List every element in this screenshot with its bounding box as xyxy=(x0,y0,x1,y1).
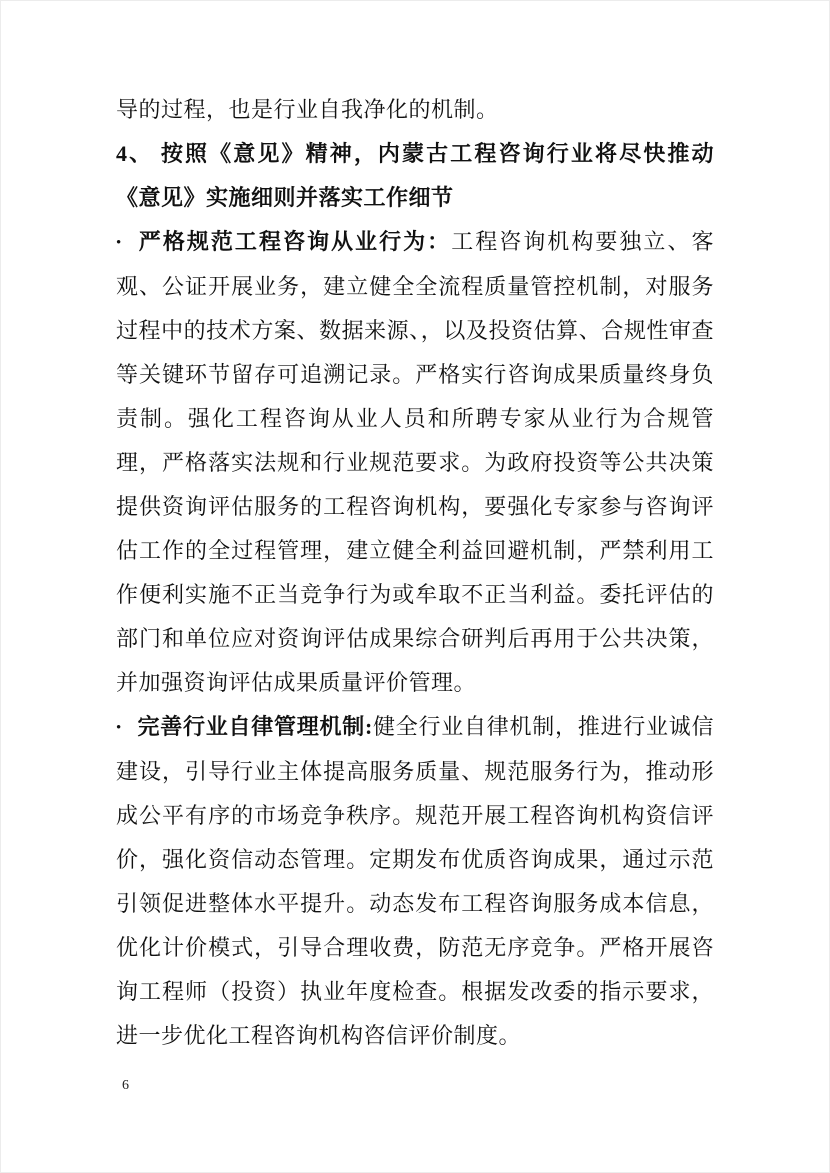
bullet-marker: • xyxy=(116,235,122,251)
bullet-marker: • xyxy=(116,720,122,736)
page-number: 6 xyxy=(122,1078,129,1093)
bullet-text: 工程咨询机构要独立、客观、公证开展业务，建立健全全流程质量管控机制，对服务过程中的技术方案、数据来源、，以及投资估算、合规性审查等关键环节留存可追溯记录。严格实行咨询成果质量终身负责制。强化工程咨询从业人员和所聘专家从业行为合规管理，严格落实法规和行业规范要求。为政府投资等公共决策提供资询评估服务的工程咨询机构，要强化专家参与咨询评估工作的全过程管理，建立健全利益回避机制，严禁利用工作便利实施不正当竞争行为或牟取不正当利益。委托评估的部门和单位应对资询评估成果综合研判后再用于公共决策，并加强资询评估成果质量评价管理。 xyxy=(116,229,714,695)
bullet-label: 完善行业自律管理机制: xyxy=(137,714,373,739)
bullet-label: 严格规范工程咨询从业行为： xyxy=(137,229,452,254)
paragraph-continuation: 导的过程，也是行业自我净化的机制。 xyxy=(116,97,499,122)
section-heading: 4、 按照《意见》精神，内蒙古工程咨询行业将尽快推动《意见》实施细则并落实工作细节 xyxy=(116,141,714,210)
bullet-text: 健全行业自律机制，推进行业诚信建设，引导行业主体提高服务质量、规范服务行为，推动形成公平有序的市场竞争秩序。规范开展工程咨询机构资信评价，强化资信动态管理。定期发布优质咨询成果，通过示范引领促进整体水平提升。动态发布工程咨询服务成本信息，优化计价模式，引导合理收费，防范无序竞争。严格开展咨询工程师（投资）执业年度检查。根据发改委的指示要求，进一步优化工程咨询机构咨信评价制度。 xyxy=(116,714,714,1048)
document-body xyxy=(116,88,714,1058)
bullet-item-2 xyxy=(116,705,714,1058)
bullet-item-1 xyxy=(116,220,714,705)
